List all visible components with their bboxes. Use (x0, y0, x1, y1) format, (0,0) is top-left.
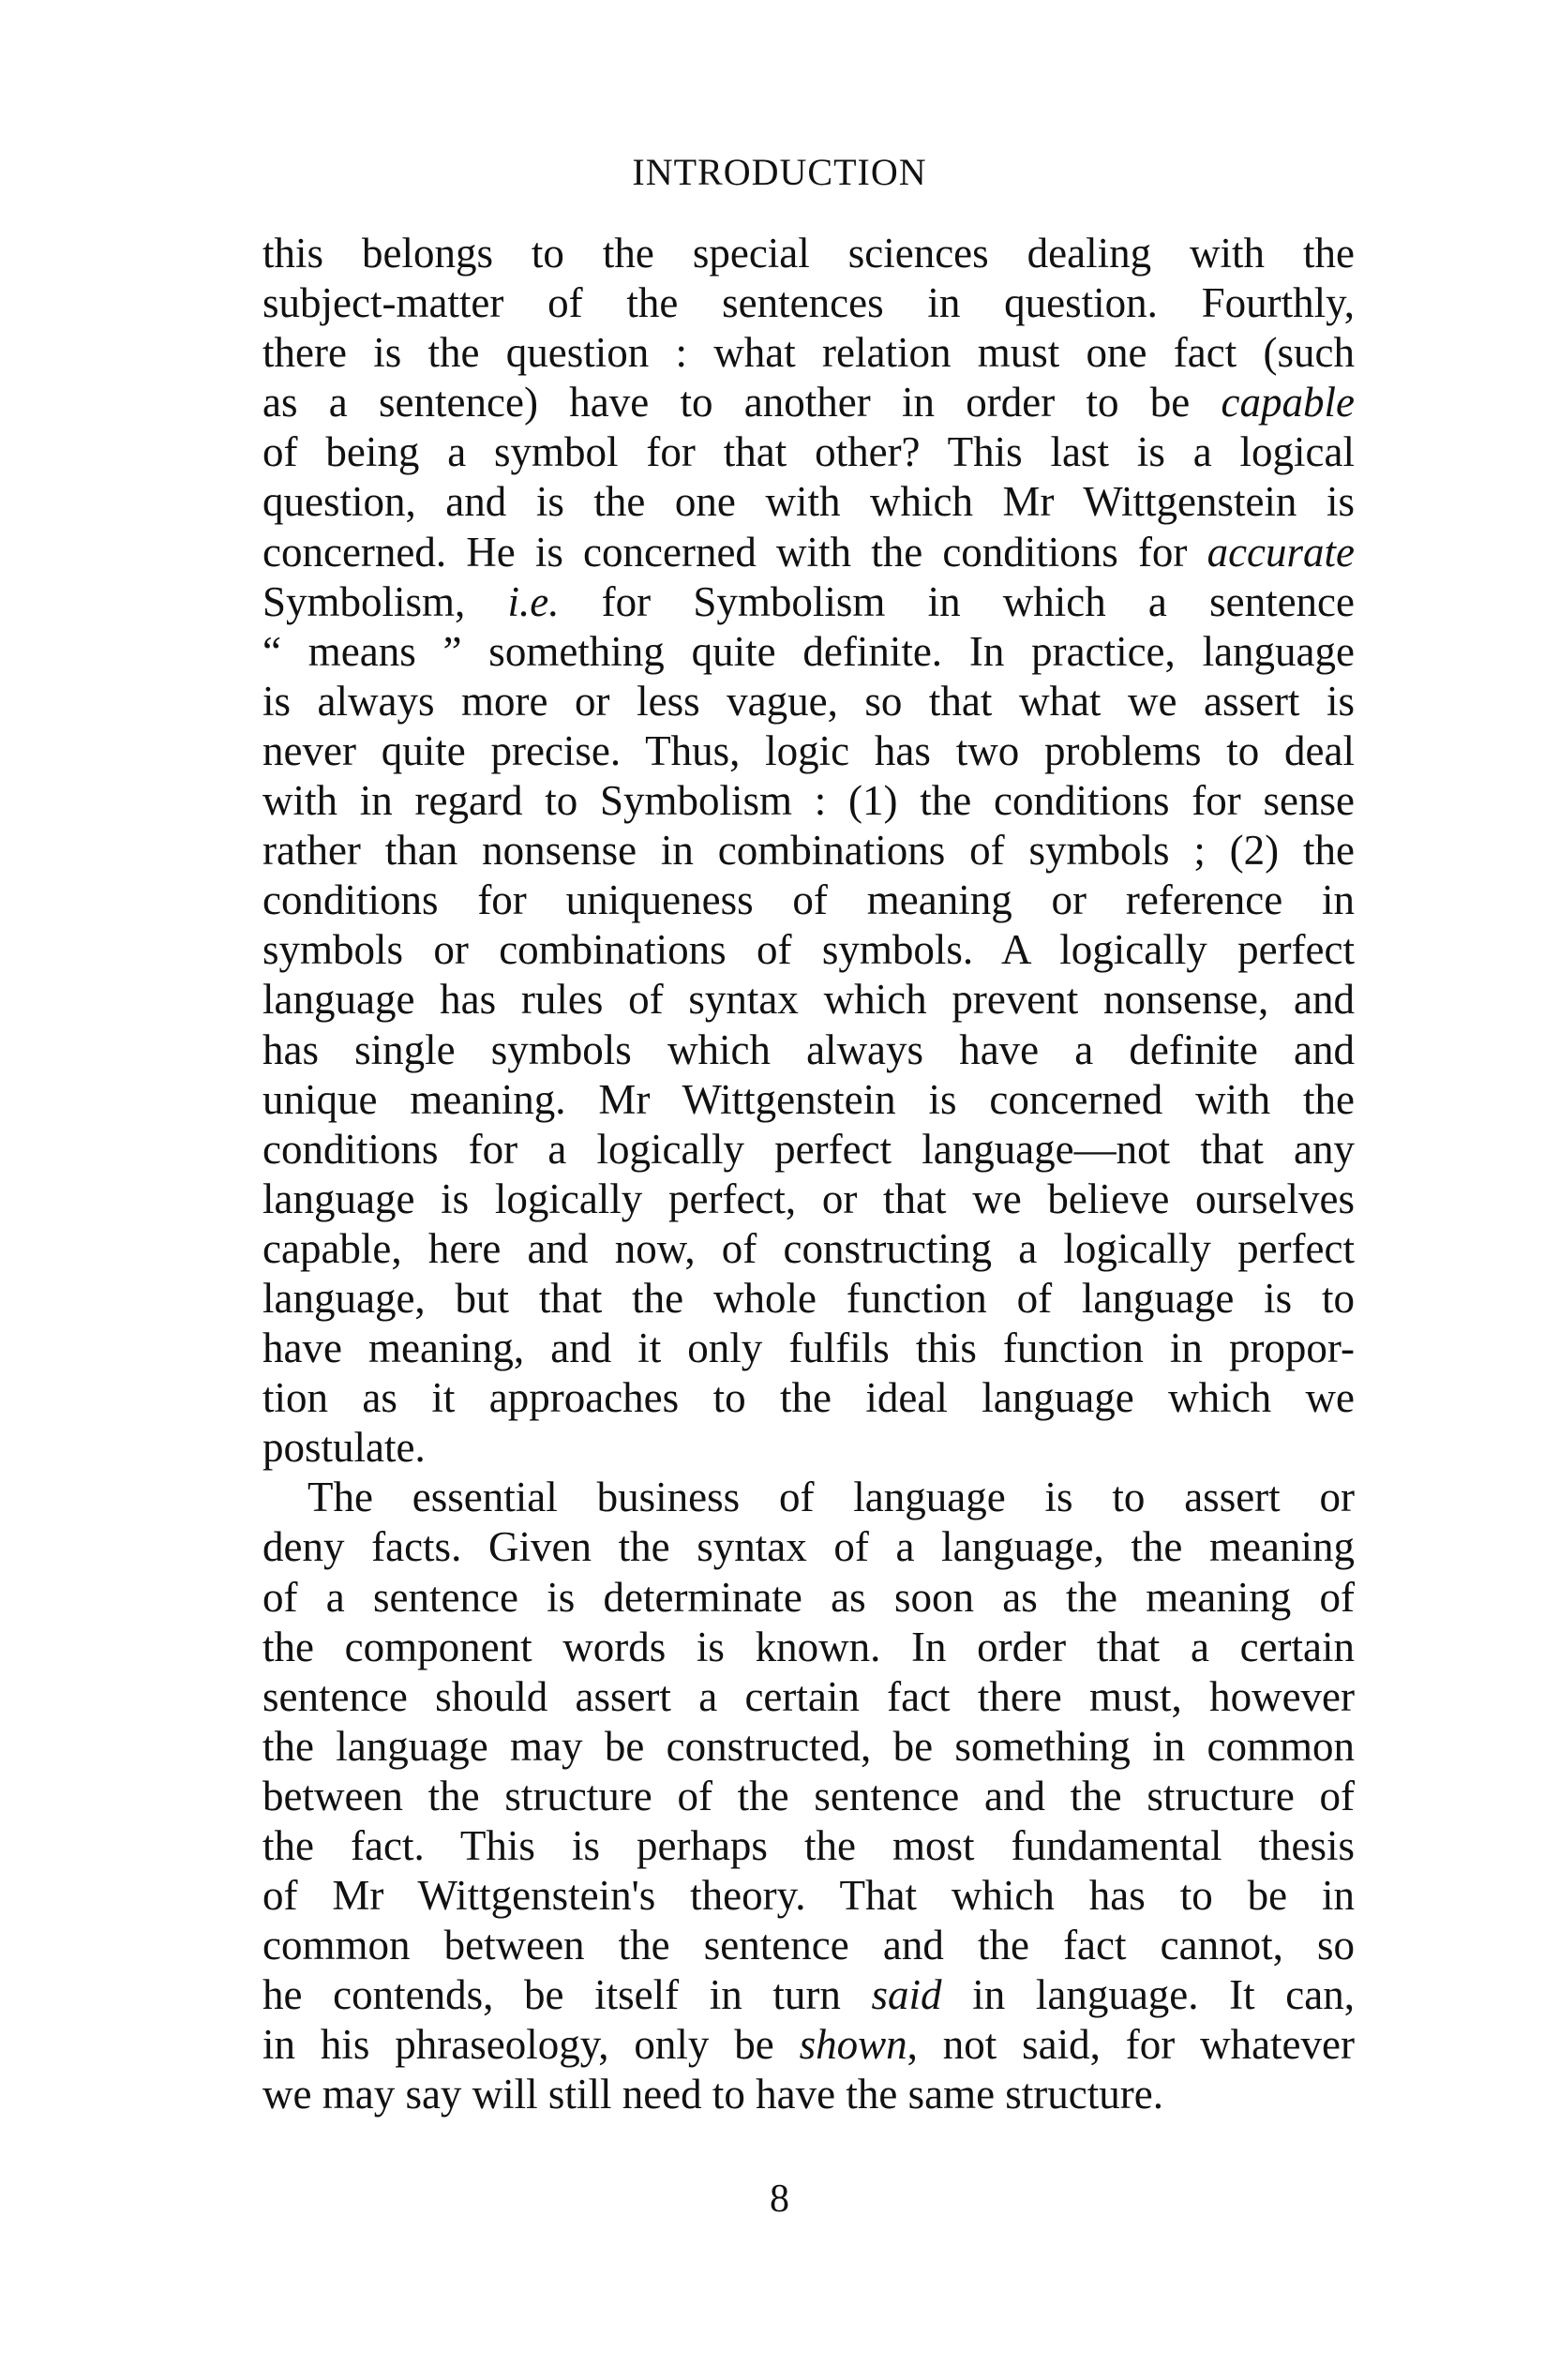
text-span: of being a symbol for that other? This last is a logical (262, 428, 1355, 476)
text-span: is always more or less vague, so that what we assert is (262, 677, 1355, 725)
text-line (262, 2070, 1355, 2119)
text-span: as a sentence) have to another in order to be (262, 379, 1222, 427)
body-text (262, 229, 1355, 2120)
text-line (262, 229, 1355, 278)
text-line (262, 2020, 1355, 2070)
italic-text: said (871, 1971, 942, 2019)
text-span: language has rules of syntax which prevent nonsense, and (262, 976, 1355, 1024)
text-span: have meaning, and it only fulfils this function in propor- (262, 1325, 1355, 1372)
text-span: has single symbols which always have a definite and (262, 1025, 1355, 1073)
text-span: language, but that the whole function of language is to (262, 1274, 1355, 1322)
text-span: conditions for uniqueness of meaning or reference in (262, 876, 1355, 924)
text-span: the fact. This is perhaps the most fundamental thesis (262, 1822, 1355, 1869)
text-line (262, 1324, 1355, 1373)
text-span: this belongs to the special sciences dealing with the (262, 230, 1355, 277)
text-line (262, 477, 1355, 527)
text-line (262, 1772, 1355, 1821)
text-span: question, and is the one with which Mr Wittgenstein is (262, 478, 1355, 526)
text-span: subject-matter of the sentences in question. Fourthly, (262, 279, 1355, 327)
text-span: the component words is known. In order that a certain (262, 1623, 1355, 1670)
text-span: concerned. He is concerned with the conditions for (262, 528, 1207, 576)
text-span: with in regard to Symbolism : (1) the conditions for sense (262, 777, 1355, 825)
text-line (262, 1125, 1355, 1175)
text-span: for Symbolism in which a sentence (559, 577, 1355, 625)
text-span: in language. It can, (941, 1971, 1355, 2019)
text-line (262, 627, 1355, 677)
text-line (262, 776, 1355, 826)
page-number: 8 (770, 2178, 789, 2221)
italic-text: capable (1221, 379, 1355, 427)
text-span: he contends, be itself in turn (262, 1971, 872, 2019)
text-line (262, 1423, 1355, 1473)
italic-text: shown (799, 2021, 907, 2069)
text-span: deny facts. Given the syntax of a language, the meaning (262, 1523, 1355, 1571)
text-span: never quite precise. Thus, logic has two problems to deal (262, 726, 1355, 774)
text-span: there is the question : what relation must one fact (such (262, 329, 1355, 377)
text-line (262, 1224, 1355, 1274)
text-span: , not said, for whatever (907, 2021, 1355, 2069)
text-line (262, 328, 1355, 378)
text-line (262, 1522, 1355, 1572)
text-line (262, 876, 1355, 925)
text-line (262, 677, 1355, 726)
text-span: conditions for a logically perfect language—not that any (262, 1125, 1355, 1173)
text-span: postulate. (262, 1424, 426, 1472)
text-span: in his phraseology, only be (262, 2021, 800, 2069)
text-span: rather than nonsense in combinations of symbols ; (2) the (262, 827, 1355, 875)
text-line (262, 1573, 1355, 1623)
text-span: sentence should assert a certain fact there must, however (262, 1672, 1355, 1720)
text-span: common between the sentence and the fact cannot, so (262, 1922, 1355, 1969)
text-line (262, 378, 1355, 427)
text-line (262, 278, 1355, 328)
text-line (262, 1722, 1355, 1772)
text-line (262, 1473, 1355, 1522)
text-span: Symbolism, (262, 577, 508, 625)
text-line (262, 577, 1355, 627)
text-line (262, 975, 1355, 1025)
text-span: “ means ” something quite definite. In practice, language (262, 627, 1355, 675)
text-span: unique meaning. Mr Wittgenstein is concerned with the (262, 1075, 1355, 1123)
text-line (262, 1175, 1355, 1224)
text-line (262, 1373, 1355, 1423)
text-line (262, 1025, 1355, 1075)
text-span: of Mr Wittgenstein's theory. That which has to be in (262, 1872, 1355, 1920)
text-span: between the structure of the sentence and the structure of (262, 1772, 1355, 1819)
text-line (262, 427, 1355, 477)
text-line (262, 1921, 1355, 1970)
text-span: language is logically perfect, or that we believe ourselves (262, 1175, 1355, 1222)
text-span: we may say will still need to have the same structure. (262, 2071, 1163, 2118)
text-span: symbols or combinations of symbols. A logically perfect (262, 926, 1355, 974)
text-line (262, 1970, 1355, 2020)
text-span: capable, here and now, of constructing a logically perfect (262, 1224, 1355, 1272)
italic-text: accurate (1207, 528, 1355, 576)
text-line (262, 1623, 1355, 1672)
text-line (262, 726, 1355, 776)
text-span: The essential business of language is to assert or (307, 1474, 1355, 1521)
text-line (262, 826, 1355, 876)
text-span: the language may be constructed, be something in common (262, 1722, 1355, 1770)
text-line (262, 1672, 1355, 1722)
text-span: of a sentence is determinate as soon as the meaning of (262, 1573, 1355, 1621)
text-line (262, 1274, 1355, 1324)
text-span: tion as it approaches to the ideal language which we (262, 1374, 1355, 1422)
text-line (262, 528, 1355, 577)
italic-text: i.e. (507, 577, 560, 625)
running-header: INTRODUCTION (632, 151, 927, 193)
text-line (262, 1075, 1355, 1125)
text-line (262, 1821, 1355, 1871)
text-line (262, 1871, 1355, 1921)
text-line (262, 925, 1355, 975)
